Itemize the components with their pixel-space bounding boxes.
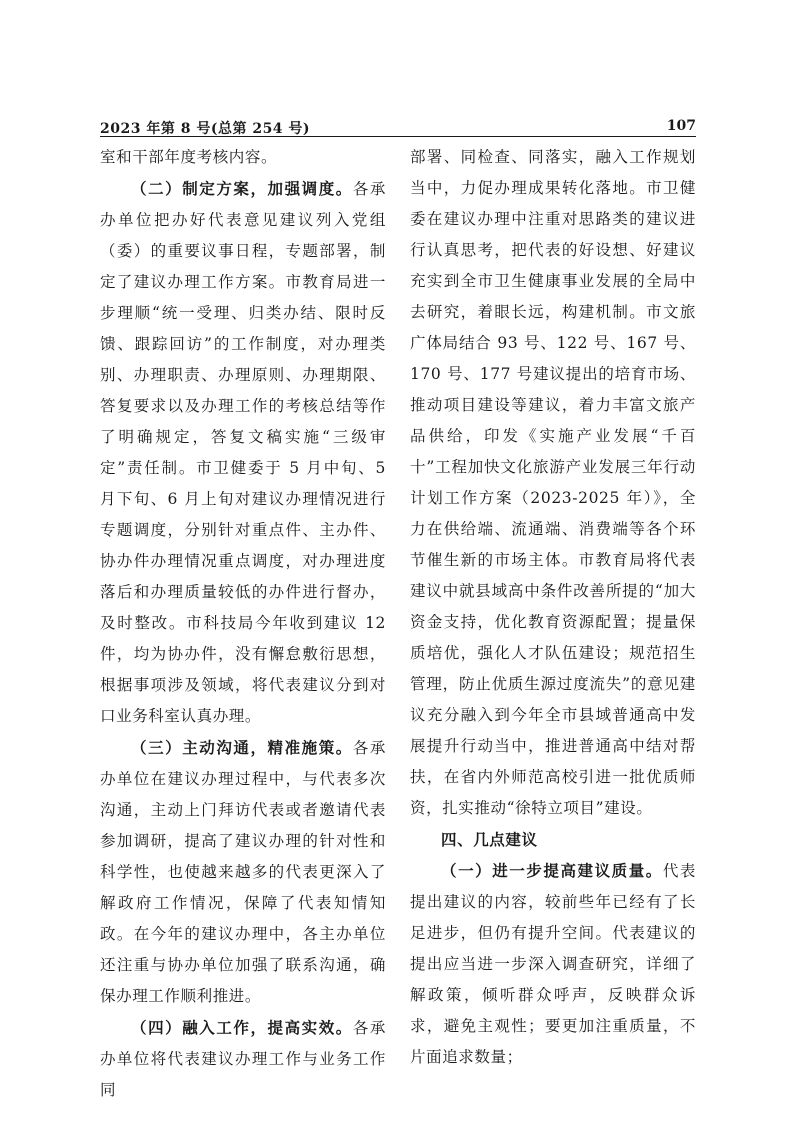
left-column <box>100 142 386 1099</box>
paragraph-integration <box>100 1012 386 1106</box>
paragraph-plan-scheduling <box>100 173 386 732</box>
paragraph-continuation: 室和干部年度考核内容。 <box>100 148 278 166</box>
paragraph-body: 各承办单位将代表建议办理工作与业务工作同 <box>100 1019 386 1099</box>
paragraph-body: 代表提出建议的内容，较前些年已经有了长足进步，但仍有提升空间。代表建议的提出应当进一步深入调查研究，详细了解政策，倾听群众呼声，反映群众诉求，避免主观性；要更加注重质量，不片面追求数量； <box>410 862 696 1066</box>
paragraph-lead: （三）主动沟通，精准施策。 <box>131 738 353 757</box>
paragraph-lead: （一）进一步提高建议质量。 <box>441 861 663 880</box>
paragraph-communication <box>100 732 386 1012</box>
paragraph-lead: （四）融入工作，提高实效。 <box>131 1018 353 1037</box>
issue-info: 2023 年第 8 号(总第 254 号) <box>100 121 311 137</box>
paragraph-body: 各承办单位把办好代表意见建议列入党组（委）的重要议事日程，专题部署，制定了建议办理工作方案。市教育局进一步理顺“统一受理、归类办结、限时反馈、跟踪回访”的工作制度，对办理类别、办理职责、办理原则、办理期限、答复要求以及办理工作的考核总结等作了明确规定，答复文稿实施“三级审定”责任制。市卫健委于 5 月中旬、5 月下旬、6 月上旬对建议办理情况进行专题调度，分别针对重点件、主办件、协办件办理情况重点调度，对办理进度落后和办理质量较低的办件进行督办，及时整改。市科技局今年收到建议 12 件，均为协办件，没有懈怠敷衍思想，根据事项涉及领域，将代表建议分到对口业务科室认真办理。 <box>100 180 386 725</box>
paragraph-quality <box>410 855 696 1073</box>
paragraph-continuation: 部署、同检查、同落实，融入工作规划当中，力促办理成果转化落地。市卫健委在建议办理中注重对思路类的建议进行认真思考，把代表的好设想、好建议充实到全市卫生健康事业发展的全局中去研究，着眼长远，构建机制。市文旅广体局结合 93 号、122 号、167 号、170 号、177 号建议提出的培育市场、推动项目建设等建议，着力丰富文旅产品供给，印发《实施产业发展“千百十”工程加快文化旅游产业发展三年行动计划工作方案（2023-2025 年）》，全力在供给端、流通端、消费端等各个环节催生新的市场主体。市教育局将代表建议中就县域高中条件改善所提的“加大资金支持，优化教育资源配置；提量保质培优，强化人才队伍建设；规范招生管理，防止优质生源过度流失”的意见建议充分融入到今年全市县域普通高中发展提升行动当中，推进普通高中结对帮扶，在省内外师范高校引进一批优质师资，扎实推动“徐特立项目”建设。 <box>410 148 696 817</box>
page-number: 107 <box>666 118 696 134</box>
paragraph-body: 各承办单位在建议办理过程中，与代表多次沟通，主动上门拜访代表或者邀请代表参加调研，提高了建议办理的针对性和科学性，也使越来越多的代表更深入了解政府工作情况，保障了代表知情知政。在今年的建议办理中，各主办单位还注重与协办单位加强了联系沟通，确保办理工作顺利推进。 <box>100 739 386 1005</box>
section-heading: 四、几点建议 <box>441 830 538 849</box>
header-rule <box>100 136 696 137</box>
running-header <box>100 116 696 138</box>
paragraph-lead: （二）制定方案，加强调度。 <box>131 179 353 198</box>
right-column <box>410 142 696 1082</box>
